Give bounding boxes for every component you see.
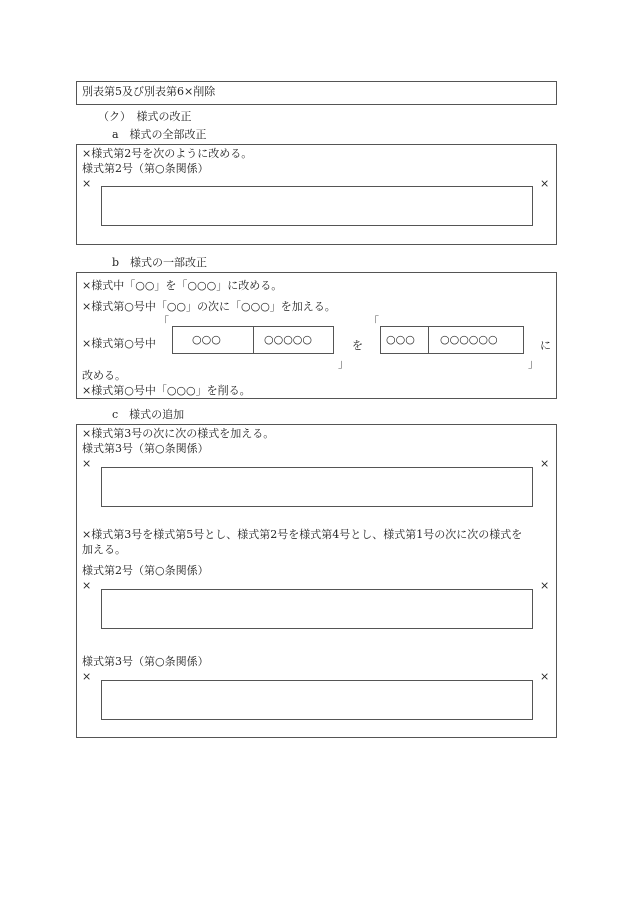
renumber-paragraph-line1: ×様式第3号を様式第5号とし、様式第2号を様式第4号とし、様式第1号の次に次の様式を <box>82 528 523 541</box>
cross-mark-left: × <box>82 177 92 190</box>
bracket-open-2: 「 <box>368 315 379 328</box>
form-placeholder-box <box>101 186 533 226</box>
table-revision-label: ×様式第○号中 <box>82 337 156 350</box>
cross-mark-right: × <box>540 579 550 592</box>
cross-mark-right: × <box>540 670 550 683</box>
form3-title-second: 様式第3号（第○条関係） <box>82 655 209 668</box>
form-placeholder-box <box>101 467 533 507</box>
partial-revision-line5: ×様式第○号中「○○○」を削る。 <box>82 384 251 397</box>
table2-cell2: ○○○○○○ <box>440 333 498 346</box>
section-c-heading: c 様式の追加 <box>112 408 185 421</box>
section-a-heading: a 様式の全部改正 <box>112 128 207 141</box>
partial-revision-line1: ×様式中「○○」を「○○○」に改める。 <box>82 279 283 292</box>
text-ni: に <box>540 339 551 352</box>
form3-title-first: 様式第3号（第○条関係） <box>82 442 209 455</box>
addition-line1: ×様式第3号の次に次の様式を加える。 <box>82 427 275 440</box>
bracket-close-2: 」 <box>528 357 539 370</box>
partial-revision-line4: 改める。 <box>82 369 126 382</box>
renumber-paragraph-line2: 加える。 <box>82 543 126 556</box>
partial-revision-line2: ×様式第○号中「○○」の次に「○○○」を加える。 <box>82 300 336 313</box>
table1-cell1: ○○○ <box>192 333 221 346</box>
form-placeholder-box <box>101 589 533 629</box>
form2-title: 様式第2号（第○条関係） <box>82 564 209 577</box>
section-ku-heading: （ク） 様式の改正 <box>98 110 192 123</box>
delete-tables-text: 別表第5及び別表第6×削除 <box>82 85 216 98</box>
text-wo: を <box>352 339 363 352</box>
cross-mark-left: × <box>82 670 92 683</box>
cross-mark-left: × <box>82 457 92 470</box>
full-revision-form-title: 様式第2号（第○条関係） <box>82 162 209 175</box>
cross-mark-right: × <box>540 457 550 470</box>
full-revision-line1: ×様式第2号を次のように改める。 <box>82 147 253 160</box>
table2-cell1: ○○○ <box>386 333 415 346</box>
section-b-heading: b 様式の一部改正 <box>112 256 208 269</box>
table1-cell2: ○○○○○ <box>264 333 312 346</box>
cross-mark-right: × <box>540 177 550 190</box>
bracket-open-1: 「 <box>158 315 169 328</box>
bracket-close-1: 」 <box>338 357 349 370</box>
cross-mark-left: × <box>82 579 92 592</box>
form-placeholder-box <box>101 680 533 720</box>
